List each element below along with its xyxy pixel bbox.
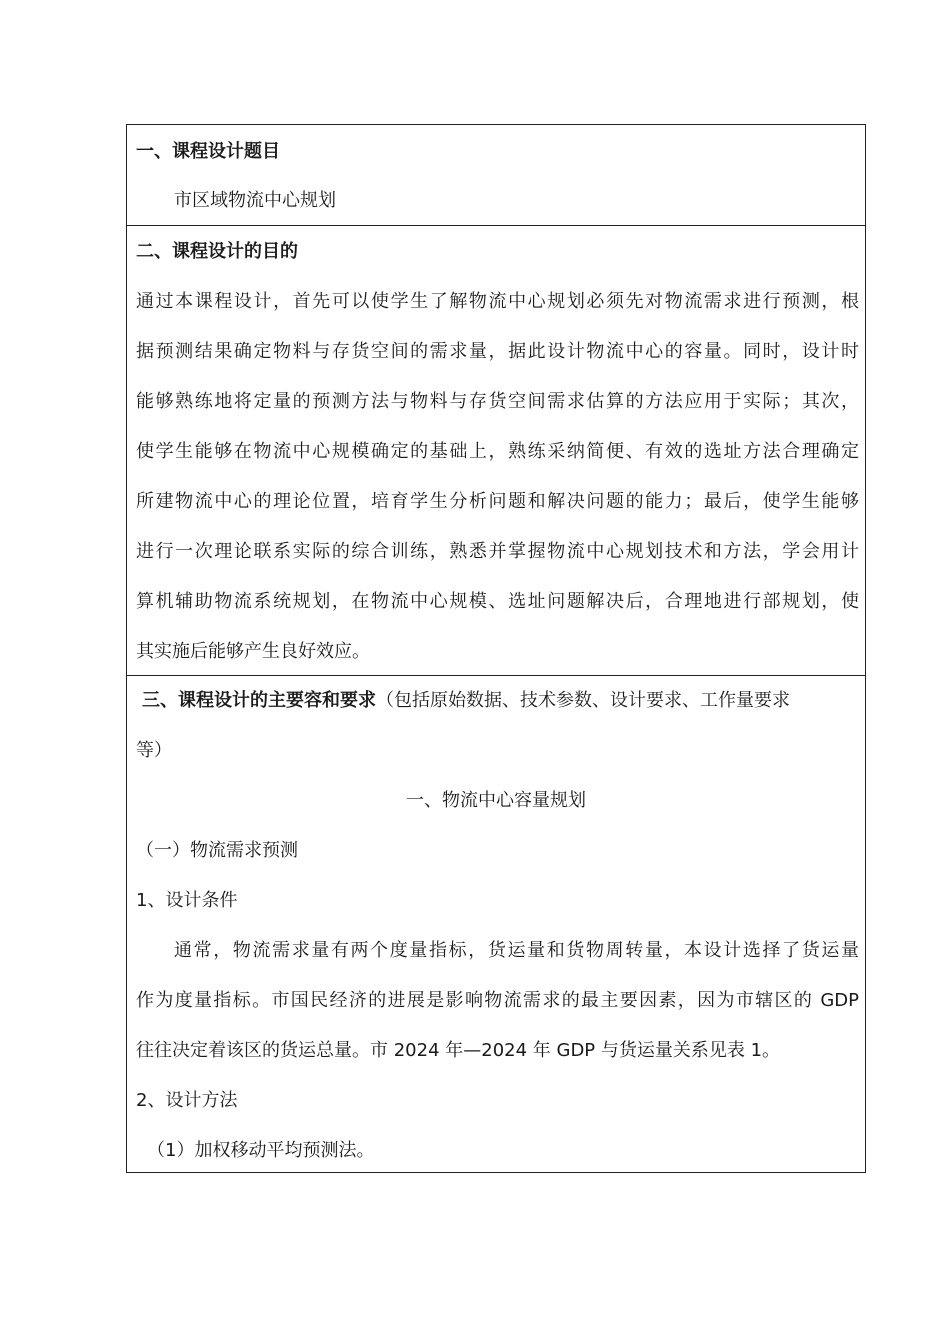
paragraph-line: 所建物流中心的理论位置，培育学生分析问题和解决问题的能力；最后，使学生能够: [136, 491, 859, 512]
paragraph-line: 通过本课程设计，首先可以使学生了解物流中心规划必须先对物流需求进行预测，根: [136, 291, 859, 312]
section-heading: 一、课程设计题目: [136, 141, 280, 162]
paragraph-line: 往往决定着该区的货运总量。市 2024 年—2024 年 GDP 与货运量关系见表 1。: [136, 1040, 781, 1061]
section-topic: [127, 125, 865, 226]
paragraph-line: 使学生能够在物流中心规模确定的基础上，熟练采纳简便、有效的选址方法合理确定: [136, 441, 859, 462]
paragraph-line: 能够熟练地将定量的预测方法与物料与存货空间需求估算的方法应用于实际；其次，: [136, 391, 859, 412]
section-heading-line: [142, 689, 859, 713]
item-title: 2、设计方法: [136, 1090, 238, 1111]
section-purpose: [127, 226, 865, 676]
part-title: 一、物流中心容量规划: [406, 790, 586, 811]
course-title: 市区域物流中心规划: [174, 190, 336, 211]
section-heading: 二、课程设计的目的: [136, 241, 298, 262]
section-heading-cont: 等）: [136, 740, 172, 761]
paragraph-line: 进行一次理论联系实际的综合训练，熟悉并掌握物流中心规划技术和方法，学会用计: [136, 541, 859, 562]
section-content: [127, 676, 865, 1172]
paragraph-line: 算机辅助物流系统规划，在物流中心规模、选址问题解决后，合理地进行部规划，使: [136, 591, 859, 612]
paragraph-line: 通常，物流需求量有两个度量指标，货运量和货物周转量，本设计选择了货运量: [174, 940, 859, 961]
section-heading: 三、课程设计的主要容和要求: [142, 690, 376, 711]
subsection-title: （一）物流需求预测: [136, 840, 298, 861]
item-title: 1、设计条件: [136, 890, 238, 911]
paragraph-line: 据预测结果确定物料与存货空间的需求量，据此设计物流中心的容量。同时，设计时: [136, 341, 859, 362]
document-table: [126, 124, 866, 1173]
method-title: （1）加权移动平均预测法。: [147, 1140, 375, 1161]
paragraph-line: 作为度量指标。市国民经济的进展是影响物流需求的最主要因素，因为市辖区的 GDP: [136, 990, 859, 1011]
section-heading-note: （包括原始数据、技术参数、设计要求、工作量要求: [376, 690, 790, 711]
paragraph-line: 其实施后能够产生良好效应。: [136, 641, 370, 662]
